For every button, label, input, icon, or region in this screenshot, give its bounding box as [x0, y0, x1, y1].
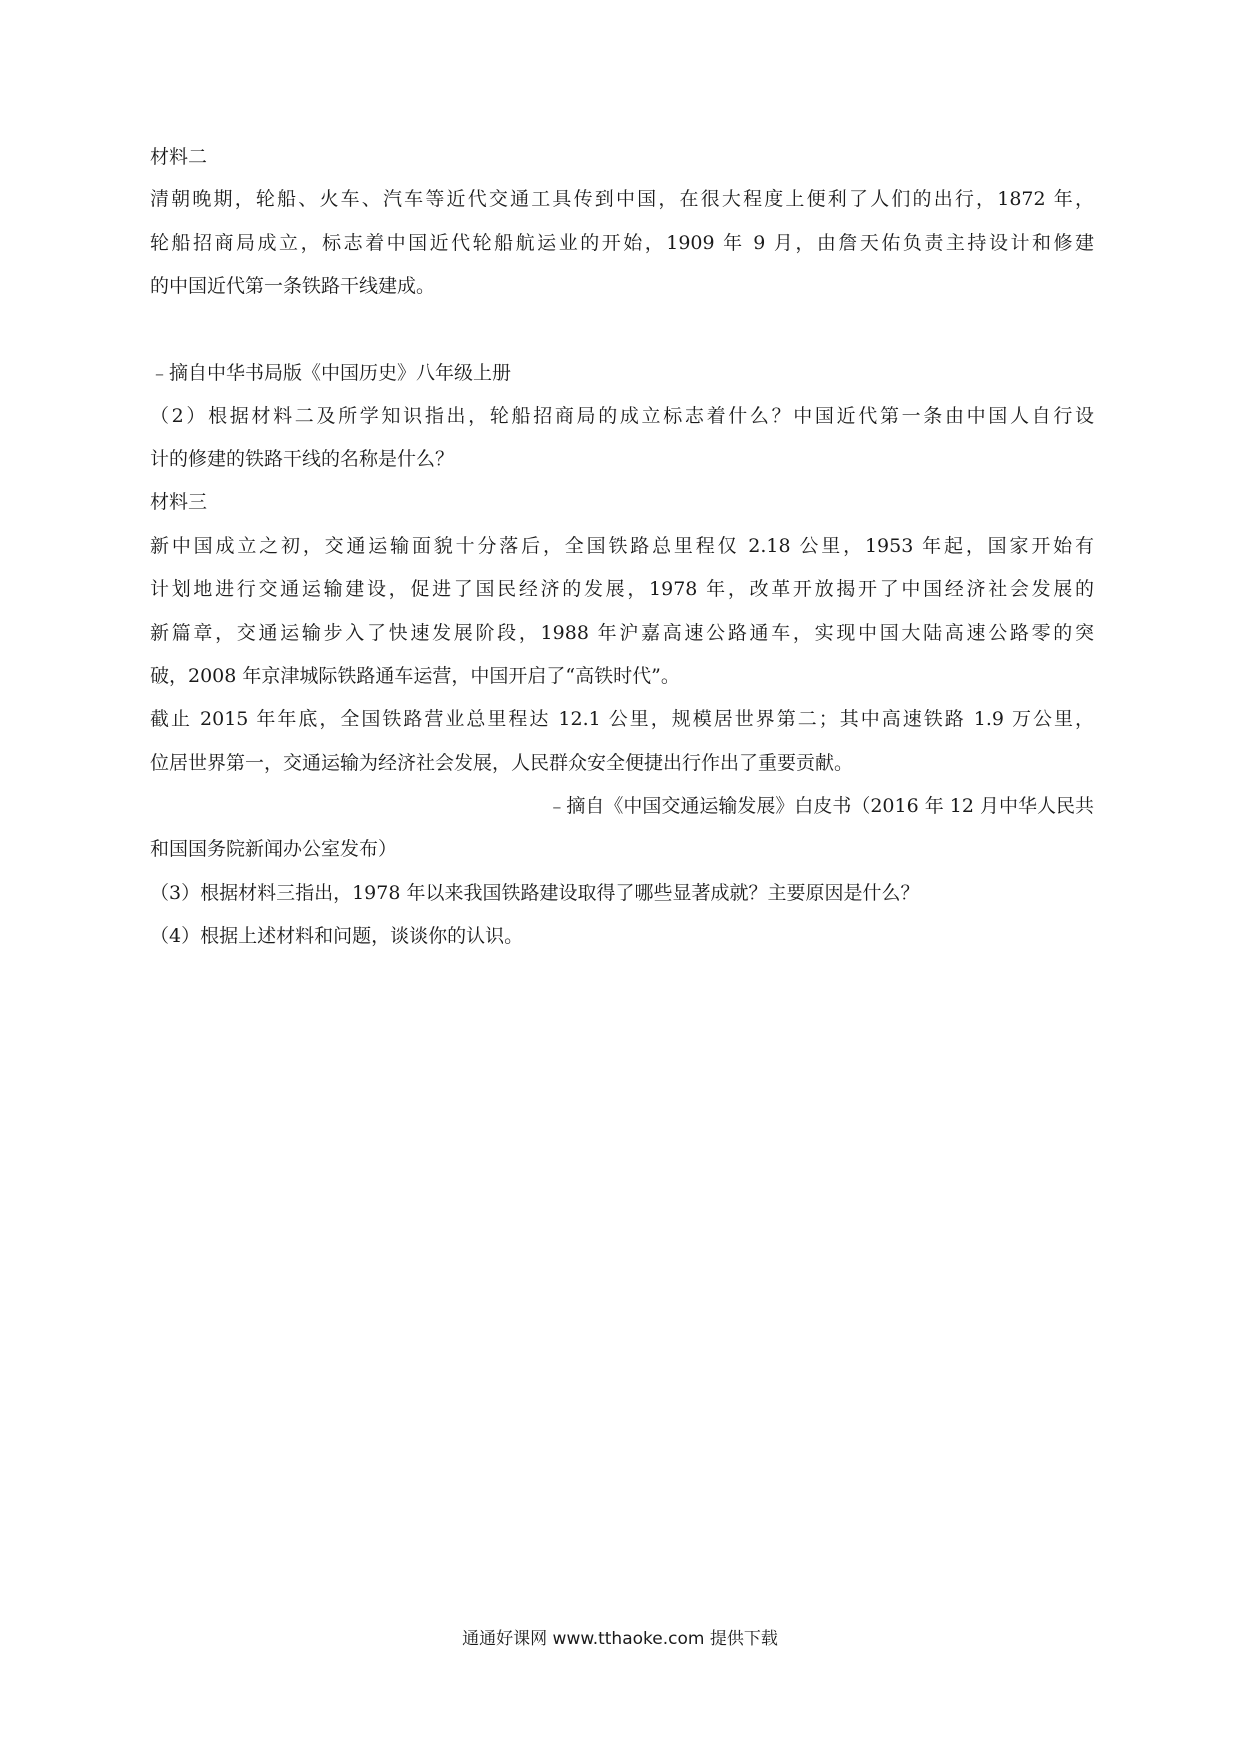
material-2-heading: 材料二 [150, 146, 208, 168]
material-2-paragraph-line: 清朝晚期，轮船、火车、汽车等近代交通工具传到中国，在很大程度上便利了人们的出行，1872 年， [150, 188, 1094, 210]
footer-watermark: 通通好课网 www.tthaoke.com 提供下载 [462, 1629, 778, 1649]
question-2-line: 计的修建的铁路干线的名称是什么？ [150, 448, 455, 470]
material-3-paragraph-line: 计划地进行交通运输建设，促进了国民经济的发展，1978 年，改革开放揭开了中国经济社会发展的 [150, 578, 1094, 600]
material-3-source: 和国国务院新闻办公室发布） [150, 838, 398, 860]
material-2-paragraph-line: 轮船招商局成立，标志着中国近代轮船航运业的开始，1909 年 9 月，由詹天佑负责主持设计和修建 [150, 232, 1094, 254]
material-3-source: ﹣摘自《中国交通运输发展》白皮书（2016 年 12 月中华人民共 [547, 795, 1094, 817]
material-3-paragraph-line: 截止 2015 年年底，全国铁路营业总里程达 12.1 公里，规模居世界第二；其中高速铁路 1.9 万公里， [150, 708, 1094, 730]
question-2-line: （2）根据材料二及所学知识指出，轮船招商局的成立标志着什么？中国近代第一条由中国人自行设 [150, 405, 1094, 427]
material-2-source: ﹣摘自中华书局版《中国历史》八年级上册 [150, 362, 512, 384]
material-3-paragraph-line: 破，2008 年京津城际铁路通车运营，中国开启了“高铁时代”。 [150, 665, 680, 687]
question-3: （3）根据材料三指出，1978 年以来我国铁路建设取得了哪些显著成就？主要原因是什么？ [150, 882, 920, 904]
material-2-paragraph-line: 的中国近代第一条铁路干线建成。 [150, 275, 436, 297]
material-3-paragraph-line: 新篇章，交通运输步入了快速发展阶段，1988 年沪嘉高速公路通车，实现中国大陆高速公路零的突 [150, 622, 1094, 644]
material-3-paragraph-line: 位居世界第一，交通运输为经济社会发展，人民群众安全便捷出行作出了重要贡献。 [150, 752, 854, 774]
material-3-paragraph-line: 新中国成立之初，交通运输面貌十分落后，全国铁路总里程仅 2.18 公里，1953 年起，国家开始有 [150, 535, 1094, 557]
question-4: （4）根据上述材料和问题，谈谈你的认识。 [150, 925, 524, 947]
material-3-heading: 材料三 [150, 491, 208, 513]
